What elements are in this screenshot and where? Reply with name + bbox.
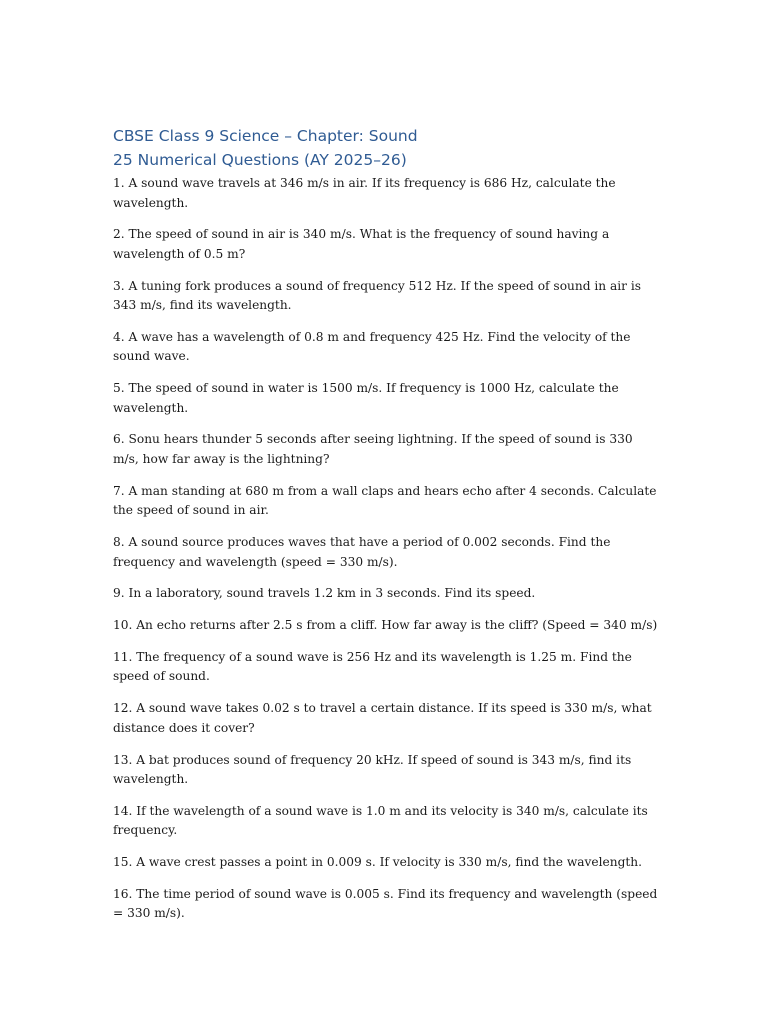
document-content — [113, 124, 658, 936]
question-item: 16. The time period of sound wave is 0.005 s. Find its frequency and wavelength (speed = 330 m/s). — [113, 886, 658, 921]
question-item: 5. The speed of sound in water is 1500 m/s. If frequency is 1000 Hz, calculate the wavelength. — [113, 381, 619, 415]
question-list — [113, 174, 658, 924]
document-title: CBSE Class 9 Science – Chapter: Sound — [113, 127, 418, 145]
question-item: 3. A tuning fork produces a sound of frequency 512 Hz. If the speed of sound in air is 343 m/s, find its wavelength. — [113, 278, 642, 313]
document-subtitle: 25 Numerical Questions (AY 2025–26) — [113, 151, 407, 169]
question-item: 8. A sound source produces waves that have a period of 0.002 seconds. Find the frequency and wavelength (speed = 330 m/s). — [113, 535, 611, 569]
question-item: 15. A wave crest passes a point in 0.009 s. If velocity is 330 m/s, find the wavelength. — [113, 855, 643, 870]
question-item: 2. The speed of sound in air is 340 m/s. What is the frequency of sound having a wavelength of 0.5 m? — [113, 227, 610, 261]
question-item: 12. A sound wave takes 0.02 s to travel a certain distance. If its speed is 330 m/s, what distance does it cover? — [113, 701, 652, 735]
question-item: 14. If the wavelength of a sound wave is 1.0 m and its velocity is 340 m/s, calculate its frequency. — [113, 803, 648, 838]
question-item: 7. A man standing at 680 m from a wall claps and hears echo after 4 seconds. Calculate the speed of sound in air. — [113, 483, 657, 518]
question-item: 9. In a laboratory, sound travels 1.2 km in 3 seconds. Find its speed. — [113, 586, 536, 601]
question-item: 4. A wave has a wavelength of 0.8 m and frequency 425 Hz. Find the velocity of the sound wave. — [113, 329, 631, 364]
question-item: 6. Sonu hears thunder 5 seconds after seeing lightning. If the speed of sound is 330 m/s, how far away is the lightning? — [113, 432, 633, 466]
question-item: 1. A sound wave travels at 346 m/s in air. If its frequency is 686 Hz, calculate the wavelength. — [113, 176, 616, 210]
question-item: 10. An echo returns after 2.5 s from a cliff. How far away is the cliff? (Speed = 340 m/s) — [113, 618, 658, 633]
question-item: 13. A bat produces sound of frequency 20 kHz. If speed of sound is 343 m/s, find its wavelength. — [113, 752, 632, 787]
question-item: 11. The frequency of a sound wave is 256 Hz and its wavelength is 1.25 m. Find the speed of sound. — [113, 649, 632, 684]
